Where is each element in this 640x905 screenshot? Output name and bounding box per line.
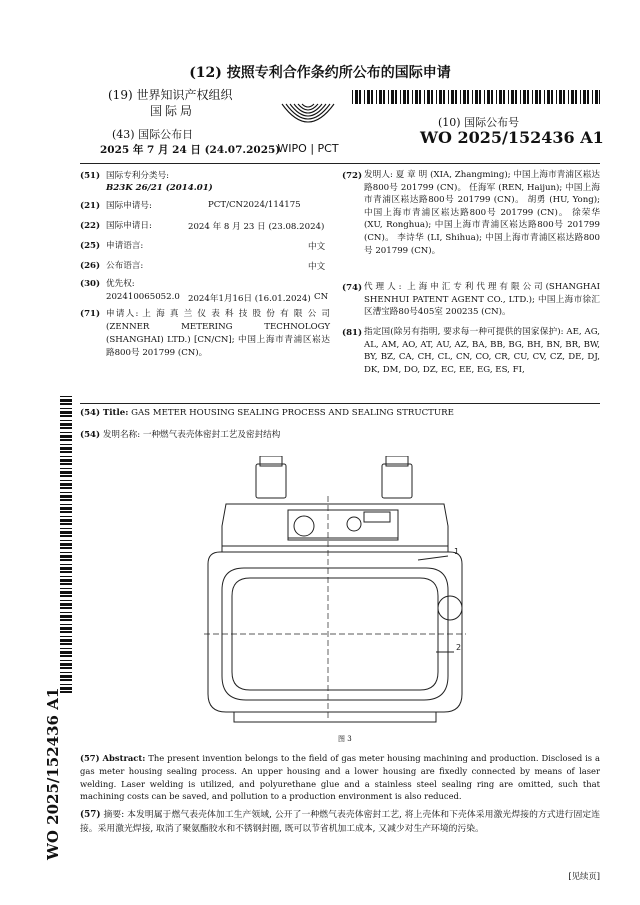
- gas-meter-drawing: [204, 456, 466, 728]
- field-26: (26) 公布语言:: [80, 261, 144, 271]
- field-74-num: (74): [342, 283, 363, 293]
- publication-language: 中文: [308, 262, 326, 272]
- wipo-logo-text: WIPO | PCT: [277, 142, 339, 155]
- inventors-text: 发明人: 夏 章 明 (XIA, Zhangming); 中国上海市青浦区崧达路800号 201799 (CN)。 任海军 (REN, Haijun); 中国上海市青浦区崧达路800号 201799 (CN)。 胡勇 (HU, Yong); 中国上海市青浦区崧达路800号 201799 (CN)。 徐荣华 (XU, Ronghua); 中国上海市青浦区崧达路800号 201799 (CN)。 李诗华 (LI, Shihua); 中国上海市青浦区崧达路800号 201799 (CN)。: [364, 170, 600, 256]
- field-81-num: (81): [342, 328, 363, 338]
- field-21: (21) 国际申请号:: [80, 201, 152, 211]
- callout-2: 2: [456, 643, 462, 652]
- field-71: (71) 申请人: 上 海 真 兰 仪 表 科 技 股 份 有 限 公 司 (ZENNER METERING TECHNOLOGY (SHANGHAI) LTD.) [CN/CN]; 中国上海市青浦区崧达路800号 201799 (CN)。: [80, 309, 330, 358]
- applicant-text: 申请人: 上 海 真 兰 仪 表 科 技 股 份 有 限 公 司 (ZENNER METERING TECHNOLOGY (SHANGHAI) LTD.) [CN/CN]; 中国上海市青浦区崧达路800号 201799 (CN)。: [106, 309, 330, 358]
- barcode-top-icon: [352, 90, 600, 104]
- field-25: (25) 申请语言:: [80, 241, 144, 251]
- filing-language: 中文: [308, 242, 326, 252]
- title-en: (54) Title: GAS METER HOUSING SEALING PROCESS AND SEALING STRUCTURE: [80, 408, 454, 418]
- field-30: (30) 优先权:: [80, 279, 135, 289]
- document-type-title: (12) 按照专利合作条约所公布的国际申请: [189, 65, 451, 81]
- designated-states-text: 指定国(除另有指明, 要求每一种可提供的国家保护): AE, AG, AL, AM, AO, AT, AU, AZ, BA, BB, BG, BH, BN, BR, BW, BY, BZ, CA, CH, CL, CN, CO, CR, CU, CV, CZ, DE, DJ, DK, DM, DO, DZ, EC, EE, EG, ES, FI,: [364, 327, 600, 375]
- field-72-num: (72): [342, 171, 363, 181]
- bureau-name: 国际局: [150, 104, 196, 118]
- figure-label: 图 3: [338, 735, 352, 743]
- priority-application: 202410065052.0: [106, 292, 180, 302]
- publication-date: 2025 年 7 月 24 日 (24.07.2025): [100, 144, 281, 156]
- publication-number-label: (10) 国际公布号: [438, 116, 520, 129]
- continued-note: [见续页]: [568, 871, 600, 881]
- application-number: PCT/CN2024/114175: [208, 200, 301, 210]
- ipc-value: B23K 26/21 (2014.01): [106, 183, 213, 193]
- organization-name: (19) 世界知识产权组织: [108, 88, 233, 102]
- title-zh: (54) 发明名称: 一种燃气表壳体密封工艺及密封结构: [80, 430, 281, 440]
- barcode-side-icon: [60, 396, 72, 696]
- abstract-zh: (57) 摘要: 本发明属于燃气表壳体加工生产领域, 公开了一种燃气表壳体密封工艺, 将上壳体和下壳体采用激光焊接的方式进行固定连接。采用激光焊接, 取消了聚氨酯胶水和不锈钢封圈, 既可以节省机加工成本, 又减少对生产环境的污染。: [80, 810, 601, 834]
- side-publication-number-wrap: [44, 687, 64, 860]
- field-51: (51) 国际专利分类号:: [80, 171, 170, 181]
- field-22: (22) 国际申请日:: [80, 221, 152, 231]
- publication-date-label: (43) 国际公布日: [112, 128, 194, 141]
- wipo-logo-icon: [268, 100, 348, 156]
- callout-1: 1: [454, 547, 460, 556]
- priority-date: 2024年1月16日 (16.01.2024): [188, 294, 311, 304]
- filing-date: 2024 年 8 月 23 日 (23.08.2024): [188, 222, 325, 232]
- biblio-rule: [80, 403, 600, 404]
- abstract-en: (57) Abstract: The present invention belongs to the field of gas meter housing machining and production. Disclosed is a gas meter housing sealing process. An upper housing and a lower housing are fixedly connected by means of laser welding. Laser welding is utilized, and polyurethane glue and a stainless steel sealing ring are omitted, such that machining costs can be saved, and pollution to a production environment is also reduced.: [80, 753, 600, 802]
- header-rule: [80, 163, 600, 164]
- agent-text: 代理人: 上海申汇专利代理有限公司(SHANGHAI SHENHUI PATENT AGENT CO., LTD.); 中国上海市徐汇区漕宝路80号405室 200235 (CN)。: [364, 282, 600, 318]
- publication-number: WO 2025/152436 A1: [420, 128, 604, 147]
- priority-country: CN: [314, 292, 329, 302]
- side-publication-number: WO 2025/152436 A1: [44, 687, 62, 860]
